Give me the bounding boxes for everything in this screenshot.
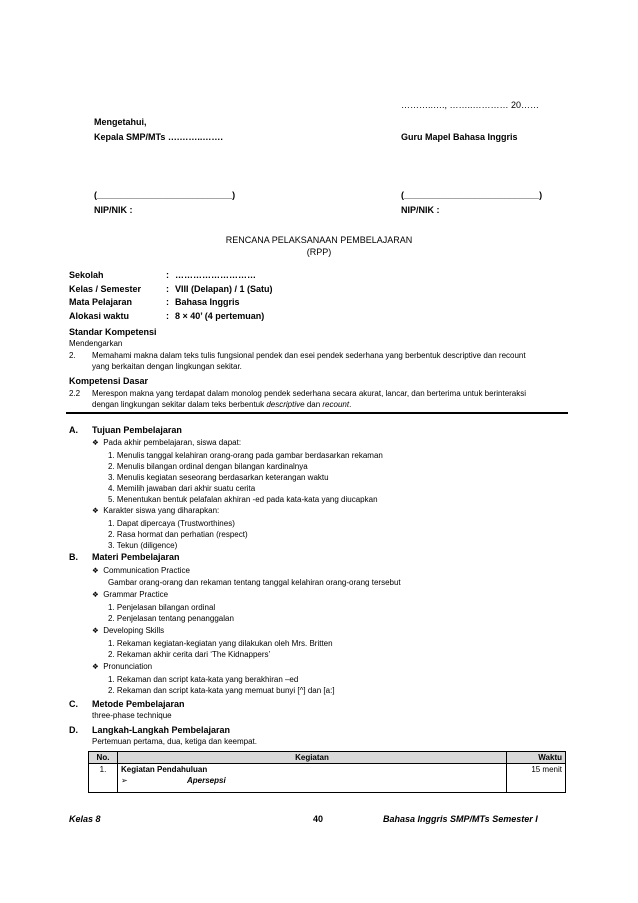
bullet-text: Pada akhir pembelajaran, siswa dapat: <box>103 438 242 447</box>
diamond-bullet-icon: ❖ <box>92 506 99 515</box>
kompetensi-text-2c: dan <box>304 400 323 409</box>
column-header-kegiatan: Kegiatan <box>118 752 507 764</box>
kompetensi-heading: Kompetensi Dasar <box>69 376 149 386</box>
list-item: 2. Rekaman akhir cerita dari ‘The Kidnappers’ <box>108 650 271 660</box>
identity-colon: : <box>166 270 169 280</box>
standar-text-2: yang berkaitan dengan lingkungan sekitar. <box>92 362 242 371</box>
list-item: 2. Penjelasan tentang penanggalan <box>108 614 234 624</box>
list-item: 4. Memilih jawaban dari akhir suatu cerita <box>108 484 256 494</box>
section-c-letter: C. <box>69 699 78 709</box>
activity-title: Kegiatan Pendahuluan <box>121 765 208 774</box>
kompetensi-text-2a: dengan lingkungan sekitar dalam teks berbentuk <box>92 400 267 409</box>
list-item: 2. Rasa hormat dan perhatian (respect) <box>108 530 248 540</box>
list-item: 1. Penjelasan bilangan ordinal <box>108 603 216 612</box>
footer-class: Kelas 8 <box>69 814 101 824</box>
identity-label: Alokasi waktu <box>69 310 130 321</box>
date-line: ………..…., ……..………… 20…… <box>401 100 540 110</box>
section-a-list-2 <box>108 518 248 551</box>
identity-colon: : <box>166 297 169 308</box>
row-number: 1. <box>89 764 118 793</box>
principal-role: Kepala SMP/MTs ….……..……. <box>94 132 223 142</box>
principal-signature-line: (___________________________) <box>94 190 236 200</box>
document-subtitle: (RPP) <box>306 247 332 257</box>
activity-subitem <box>121 776 503 787</box>
identity-label: Kelas / Semester <box>69 283 142 294</box>
section-d-letter: D. <box>69 725 78 735</box>
principal-nip: NIP/NIK : <box>94 205 133 215</box>
identity-value: 8 × 40’ (4 pertemuan) <box>175 310 265 321</box>
kompetensi-text-2e: . <box>349 400 352 409</box>
standar-text-1: Memahami makna dalam teks tulis fungsional pendek dan esei pendek sederhana yang berbentuk descriptive dan recount <box>92 351 526 360</box>
table-row <box>89 764 566 793</box>
communication-text: Gambar orang-orang dan rekaman tentang tanggal kelahiran orang-orang tersebut <box>108 578 401 587</box>
identity-colon: : <box>166 310 169 321</box>
list-item: 1. Menulis tanggal kelahiran orang-orang pada gambar berdasarkan rekaman <box>108 451 383 460</box>
list-item: 2. Rekaman dan script kata-kata yang memuat bunyi [^] dan [a:] <box>108 686 335 696</box>
section-b-bullet-pronunciation <box>92 662 152 671</box>
bullet-text: Developing Skills <box>103 626 165 635</box>
kompetensi-text-descriptive: descriptive <box>266 400 305 409</box>
section-a-bullet-2 <box>92 506 219 515</box>
section-b-heading: Materi Pembelajaran <box>92 552 180 562</box>
list-item: 3. Menulis kegiatan seseorang berdasarkan keterangan waktu <box>108 473 329 483</box>
list-item: 1. Rekaman dan script kata-kata yang berakhiran –ed <box>108 675 299 684</box>
identity-value: ……………………… <box>175 270 256 280</box>
teacher-signature-line: (___________________________) <box>401 190 543 200</box>
section-a-letter: A. <box>69 425 78 435</box>
section-d-text: Pertemuan pertama, dua, ketiga dan keempat. <box>92 737 257 746</box>
row-activity <box>118 764 507 793</box>
section-a-list-1 <box>108 450 383 505</box>
table-header-row <box>89 752 566 764</box>
document-title: RENCANA PELAKSANAAN PEMBELAJARAN <box>225 235 413 245</box>
page-number: 40 <box>313 814 324 824</box>
bullet-text: Communication Practice <box>103 566 190 575</box>
skills-list <box>108 638 333 660</box>
section-c-text: three-phase technique <box>92 711 172 720</box>
identity-colon: : <box>166 283 169 294</box>
kompetensi-number: 2.2 <box>69 389 81 398</box>
subitem-text: Apersepsi <box>187 776 226 785</box>
section-a-heading: Tujuan Pembelajaran <box>92 425 182 435</box>
standar-number: 2. <box>69 351 76 360</box>
identity-value: VIII (Delapan) / 1 (Satu) <box>175 283 273 294</box>
standar-skill: Mendengarkan <box>69 339 123 348</box>
section-c-heading: Metode Pembelajaran <box>92 699 185 709</box>
section-b-bullet-skills <box>92 626 164 635</box>
teacher-role: Guru Mapel Bahasa Inggris <box>401 132 518 142</box>
list-item: 1. Dapat dipercaya (Trustworthines) <box>108 519 235 528</box>
bullet-text: Karakter siswa yang diharapkan: <box>103 506 220 515</box>
list-item: 3. Tekun (diligence) <box>108 541 178 551</box>
kompetensi-text-2 <box>92 400 351 409</box>
section-a-bullet-1 <box>92 438 241 447</box>
kompetensi-text-recount: recount <box>322 400 350 409</box>
section-b-letter: B. <box>69 552 78 562</box>
section-d-heading: Langkah-Langkah Pembelajaran <box>92 725 231 735</box>
identity-label: Mata Pelajaran <box>69 297 133 308</box>
column-header-waktu: Waktu <box>507 752 566 764</box>
list-item: 1. Rekaman kegiatan-kegiatan yang dilakukan oleh Mrs. Britten <box>108 639 333 648</box>
row-time: 15 menit <box>507 764 566 793</box>
list-item: 2. Menulis bilangan ordinal dengan bilangan kardinalnya <box>108 462 308 472</box>
footer-subject: Bahasa Inggris SMP/MTs Semester I <box>383 814 538 824</box>
diamond-bullet-icon: ❖ <box>92 662 99 671</box>
diamond-bullet-icon: ❖ <box>92 438 99 447</box>
diamond-bullet-icon: ❖ <box>92 590 99 599</box>
column-header-no: No. <box>89 752 118 764</box>
teacher-nip: NIP/NIK : <box>401 205 440 215</box>
bullet-text: Pronunciation <box>103 662 153 671</box>
identity-label: Sekolah <box>69 270 104 280</box>
section-b-bullet-grammar <box>92 590 168 599</box>
arrow-bullet-icon: ➢ <box>121 776 128 785</box>
section-divider <box>66 412 568 414</box>
bullet-text: Grammar Practice <box>103 590 169 599</box>
identity-value: Bahasa Inggris <box>175 297 240 308</box>
standar-heading: Standar Kompetensi <box>69 327 157 337</box>
diamond-bullet-icon: ❖ <box>92 566 99 575</box>
diamond-bullet-icon: ❖ <box>92 626 99 635</box>
list-item: 5. Menentukan bentuk pelafalan akhiran -ed pada kata-kata yang diucapkan <box>108 495 378 505</box>
kompetensi-text-1: Merespon makna yang terdapat dalam monolog pendek sederhana secara akurat, lancar, dan berterima untuk berinteraksi <box>92 389 527 398</box>
grammar-list <box>108 602 234 624</box>
section-b-bullet-communication <box>92 566 190 575</box>
pronunciation-list <box>108 674 335 696</box>
acknowledgement-label: Mengetahui, <box>94 117 147 127</box>
learning-steps-table <box>88 751 566 793</box>
